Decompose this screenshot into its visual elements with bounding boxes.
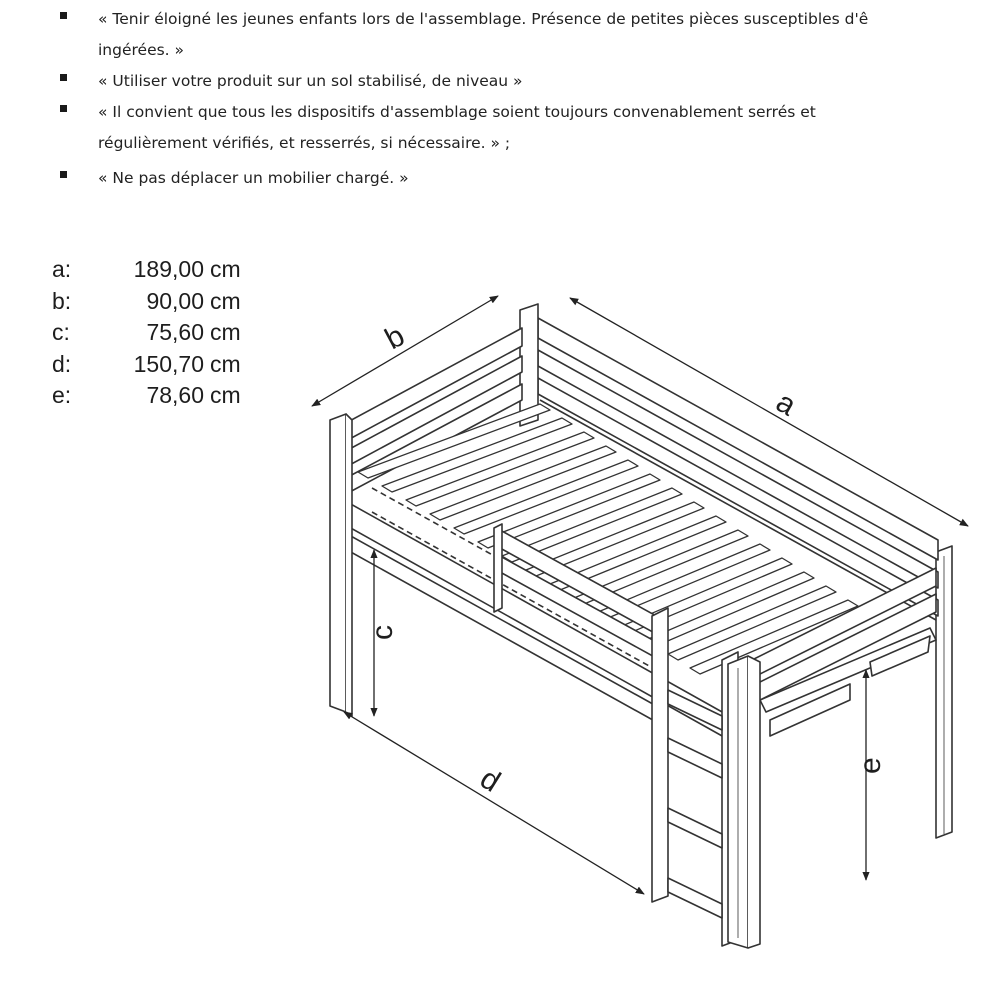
dimension-unit: cm	[210, 319, 241, 345]
label-d: d	[474, 761, 506, 799]
dimension-key: b:	[52, 287, 72, 314]
warning-text: « Il convient que tous les dispositifs d'assemblage soient toujours convenablement serrés et régulièrement vérifiés, et resserrés, si nécessaire. » ;	[98, 103, 816, 152]
warning-text: « Utiliser votre produit sur un sol stabilisé, de niveau »	[98, 72, 523, 90]
dimension-key: c:	[52, 319, 70, 345]
label-a: a	[770, 385, 802, 423]
dimension-key: d:	[52, 350, 72, 377]
dimension-e	[854, 670, 887, 880]
dimension-value: 90,00	[146, 287, 204, 314]
front-right-post	[728, 656, 760, 948]
dimension-unit: cm	[210, 382, 241, 408]
warning-text: « Tenir éloigné les jeunes enfants lors de l'assemblage. Présence de petites pièces susceptibles d'ê ingérées. »	[98, 10, 869, 59]
label-e: e	[854, 757, 887, 774]
dimension-value: 78,60	[146, 382, 204, 408]
rear-right-post	[936, 546, 952, 838]
dimension-value: 75,60	[146, 319, 204, 345]
dimension-d	[344, 712, 644, 894]
dimension-value: 189,00	[133, 256, 204, 282]
dimension-unit: cm	[210, 256, 241, 282]
front-left-post	[330, 414, 352, 716]
label-b: b	[379, 319, 411, 357]
dimension-key: a:	[52, 256, 72, 282]
bed-frame-drawing	[330, 304, 952, 948]
warning-text: « Ne pas déplacer un mobilier chargé. »	[98, 169, 409, 187]
dimension-unit: cm	[210, 350, 241, 377]
dimension-key: e:	[52, 382, 72, 408]
mattress-slats	[358, 404, 858, 674]
label-c: c	[366, 625, 399, 640]
dimension-value: 150,70	[133, 350, 204, 377]
dimension-unit: cm	[210, 287, 241, 314]
